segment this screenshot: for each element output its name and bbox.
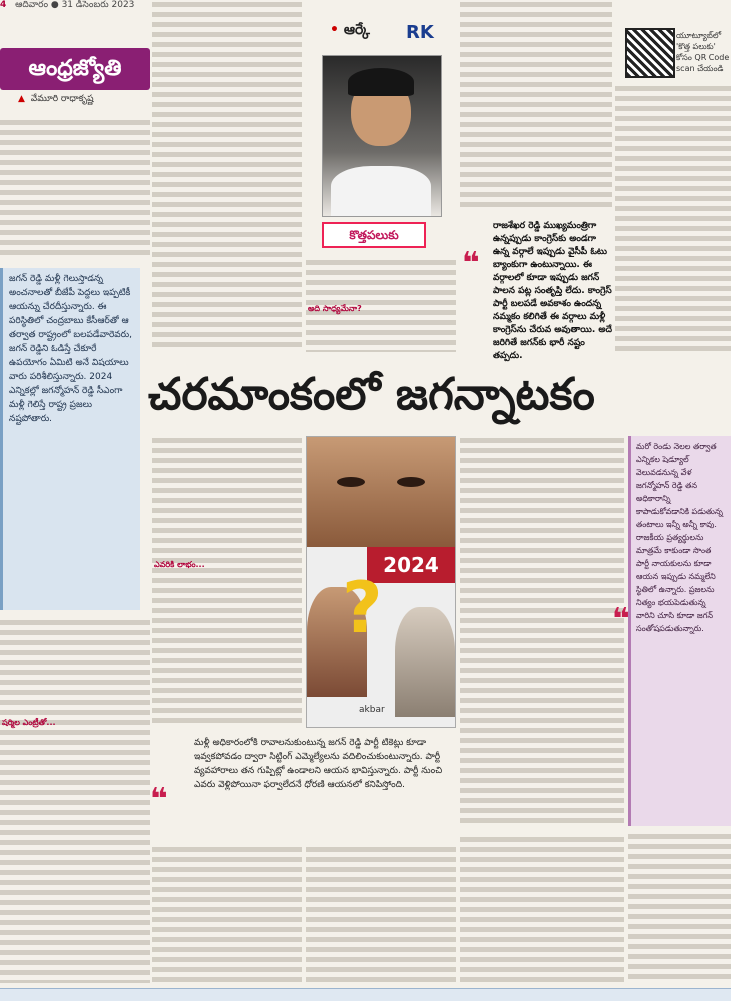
highlight-quote: మళ్లీ అధికారంలోకి రావాలనుకుంటున్న జగన్ రెడ్డి పార్టీ టికెట్లు కూడా ఇవ్వకపోవడం ద్వారా సిట్టింగ్ ఎమ్మెల్యేలను వదిలించుకుంటున్నారు. పార్టీ వ్యవహారాలు తన గుప్పిట్లో ఉండాలని ఆయన భావిస్తున్నారు. పార్టీ నుంచి ఎవరు వెళ్లిపోయినా ఫర్వాలేదనే ధోరణి ఆయనలో కనిపిస్తోంది. xyxy=(194,738,443,790)
article-column-left-bottom xyxy=(0,618,150,983)
article-column-5-top xyxy=(615,84,731,354)
date-text: ఆదివారం ● 31 డిసెంబరు 2023 xyxy=(15,0,135,10)
quote-icon: ❝ xyxy=(462,246,480,281)
article-column-2-bottom xyxy=(152,436,302,728)
sidebar-box-pink xyxy=(628,436,731,826)
article-column-5-footer xyxy=(628,832,731,983)
illustration-credit: akbar xyxy=(359,705,385,715)
article-column-2-top xyxy=(152,0,302,352)
column-badge: కొత్తపలుకు xyxy=(322,222,426,248)
sidebar-box-pink-text: మరో రెండు నెలల తర్వాత ఎన్నికల షెడ్యూల్ వెలువడనున్న వేళ జగన్మోహన్ రెడ్డి తన అధికారాన్ని కాపాడుకోవడానికి పడుతున్న తంటాలు ఇన్నీ అన్నీ కావు. రాజకీయ ప్రత్యర్థులను మాత్రమే కాకుండా సొంత పార్టీ నాయకులను కూడా ఆయన ఇప్పుడు నమ్మలేని స్థితిలో ఉన్నారు. ప్రజలను నిత్యం భయపెడుతున్న వారిని చూసి కూడా జగన్ సంతోషపడుతున్నారు. xyxy=(636,442,723,633)
masthead: ఆంధ్రజ్యోతి xyxy=(0,48,150,90)
footer-bar xyxy=(0,988,731,1001)
triangle-icon: ▲ xyxy=(18,94,25,104)
article-column-2-footer xyxy=(152,845,302,983)
sidebar-box-blue-text: జగన్ రెడ్డి మళ్లీ గెలుస్తాడన్న అంచనాలతో బీజేపీ పెద్దలు ఇప్పటికీ ఆయన్ను చేరదీస్తున్నారు. ఈ పరిస్థితిలో చంద్రబాబు కేసీఆర్‌తో ఆ తర్వాత రాష్ట్రంలో బలపడేవారెవరు, జగన్ రెడ్డిని ఓడిస్తే చేకూరే ఉపయోగం ఏమిటి అనే విషయాలు వారు పరిశీలిస్తున్నారు. 2024 ఎన్నికల్లో జగన్మోహన్ రెడ్డి సీఎంగా మళ్లీ గెలిస్తే రాష్ట్ర ప్రజలు నష్టపోతారు. xyxy=(9,274,132,424)
subhead-middle: అది సాధ్యమేనా? xyxy=(308,304,362,313)
subhead-left: షర్మిల ఎంట్రీతో... xyxy=(2,718,56,727)
subhead-col2: ఎవరికి లాభం... xyxy=(154,560,205,569)
column-logo-mark: RK xyxy=(406,22,434,43)
bullet-icon: • xyxy=(330,22,339,38)
quote-icon-right: ❝ xyxy=(612,602,630,637)
column-logo-text: ఆర్కే xyxy=(343,22,370,38)
sidebar-box-blue xyxy=(0,268,140,610)
headline: చరమాంకంలో జగన్నాటకం xyxy=(148,369,595,420)
column-logo xyxy=(330,22,370,41)
article-column-3-footer xyxy=(306,845,456,983)
article-column-4-bottom xyxy=(460,436,624,828)
page-number: 4 xyxy=(0,0,7,10)
qr-code-icon xyxy=(625,28,675,78)
question-mark-icon: ? xyxy=(342,567,383,649)
author-portrait xyxy=(322,55,442,217)
byline-name: వేమూరి రాధాకృష్ణ xyxy=(30,94,94,104)
pull-quote-top: రాజశేఖర రెడ్డి ముఖ్యమంత్రిగా ఉన్నప్పుడు కాంగ్రెస్‌కు అండగా ఉన్న వర్గాలే ఇప్పుడు వైసీపీ ఓటు బ్యాంకుగా ఉంటున్నాయి. ఈ వర్గాలలో కూడా ఇప్పుడు జగన్ పాలన పట్ల సంతృప్తి లేదు. కాంగ్రెస్ పార్టీ బలపడే అవకాశం ఉందన్న నమ్మకం కలిగితే ఈ వర్గాలు మళ్లీ కాంగ్రెస్‌ను చేరువ అవుతాయి. అదే జరిగితే జగన్‌కు భారీ నష్టం తప్పదు. xyxy=(493,221,612,361)
byline xyxy=(18,94,94,106)
article-column-4-footer xyxy=(460,835,624,983)
collage-banner: 2024 xyxy=(367,547,455,583)
qr-caption: యూట్యూబ్‌లో 'కొత్త పలుకు' కోసం QR Code scan చేయండి xyxy=(676,31,730,73)
article-column-left-top xyxy=(0,118,150,260)
article-column-4-top xyxy=(460,0,612,212)
quote-icon-center: ❝ xyxy=(150,782,168,817)
illustration-collage xyxy=(306,436,456,728)
